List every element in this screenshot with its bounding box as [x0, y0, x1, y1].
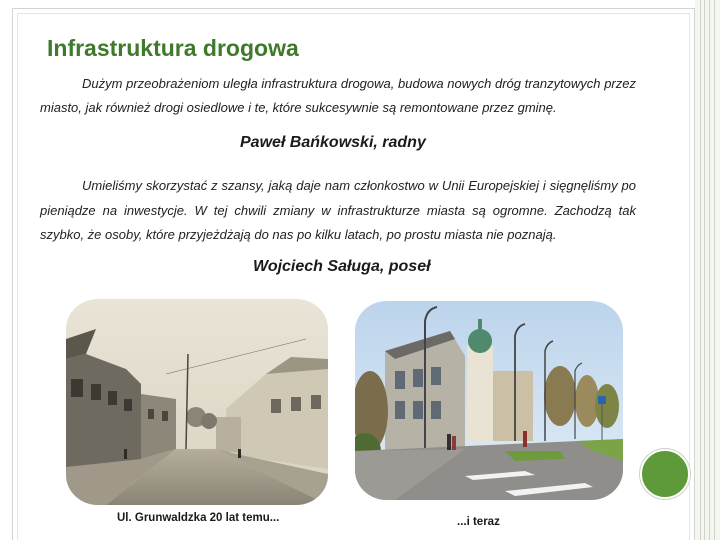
- photo-old-street: [66, 299, 328, 505]
- side-line: [714, 0, 715, 540]
- side-line: [700, 0, 701, 540]
- decorative-circle: [640, 449, 690, 499]
- quote-author-2: Wojciech Saługa, poseł: [253, 258, 431, 275]
- side-line: [704, 0, 705, 540]
- quote-paragraph-1: Dużym przeobrażeniom uległa infrastruktura drogowa, budowa nowych dróg tranzytowych przez miasto, jak również drogi osiedlowe i te, które sukcesywnie są remontowane przez gminę.: [40, 76, 636, 115]
- side-decoration-band: [695, 0, 720, 540]
- photo-caption-new: ...i teraz: [457, 516, 500, 528]
- photo-caption-old: Ul. Grunwaldzka 20 lat temu...: [117, 512, 280, 524]
- quote-author-1: Paweł Bańkowski, radny: [240, 134, 426, 151]
- quote-paragraph-2: Umieliśmy skorzystać z szansy, jaką daje nam członkostwo w Unii Europejskiej i sięgnęliśmy po pieniądze na inwestycje. W tej chwili zmiany w infrastrukturze miasta są ogromne. Zachodzą tak szybko, że osoby, które przyjeżdżają do nas po kilku latach, po prostu miasta nie poznają.: [40, 178, 636, 242]
- side-line: [709, 0, 710, 540]
- slide-title: Infrastruktura drogowa: [47, 35, 299, 61]
- photo-new-street: [355, 301, 623, 500]
